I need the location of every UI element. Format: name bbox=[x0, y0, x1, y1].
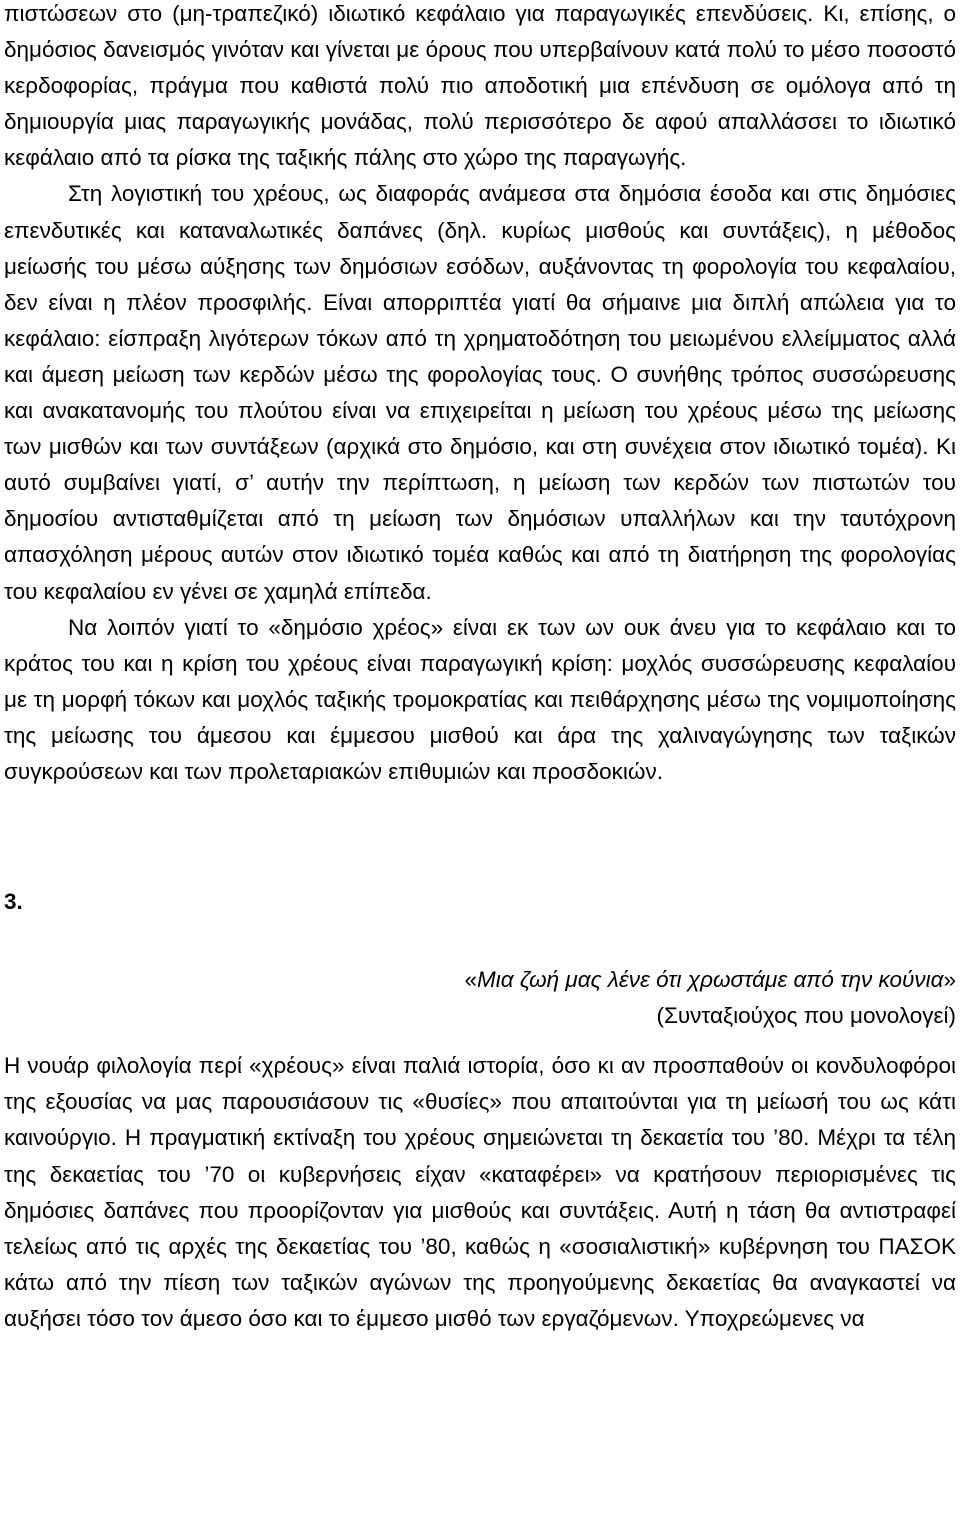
paragraph-spacer bbox=[4, 1034, 956, 1048]
paragraph-section3: Η νουάρ φιλολογία περί «χρέους» είναι παλιά ιστορία, όσο κι αν προσπαθούν οι κονδυλοφόροι της εξουσίας να μας παρουσιάσουν τις «θυσίες» που απαιτούνται για τη μείωσή του ως κάτι καινούργιο. Η πραγματική εκτίναξη του χρέους σημειώνεται τη δεκαετία του ’80. Μέχρι τα τέλη της δεκαετίας του ’70 οι κυβερνήσεις είχαν «καταφέρει» να κρατήσουν περιορισμένες τις δημόσιες δαπάνες που προορίζονταν για μισθούς και συντάξεις. Αυτή η τάση θα αντιστραφεί τελείως από τις αρχές της δεκαετίας του ’80, καθώς η «σοσιαλιστική» κυβέρνηση του ΠΑΣΟΚ κάτω από την πίεση των ταξικών αγώνων της προηγούμενης δεκαετίας θα αναγκαστεί να αυξήσει τόσο τον άμεσο όσο και το έμμεσο μισθό των εργαζόμενων. Υποχρεώμενες να bbox=[4, 1053, 956, 1331]
paragraph-continued: πιστώσεων στο (μη-τραπεζικό) ιδιωτικό κεφάλαιο για παραγωγικές επενδύσεις. Κι, επίσης, ο δημόσιος δανεισμός γινόταν και γίνεται με όρους που υπερβαίνουν κατά πολύ το μέσο ποσοστό κερδοφορίας, πράγμα που καθιστά πολύ πιο αποδοτική μια επένδυση σε ομόλογα από τη δημιουργία μιας παραγωγικής μονάδας, πολύ περισσότερο δε αφού απαλλάσσει το ιδιωτικό κεφάλαιο από τα ρίσκα της ταξικής πάλης στο χώρο της παραγωγής. bbox=[4, 1, 956, 171]
epigraph-quote-text: Μια ζωή μας λένε ότι χρωστάμε από την κούνια bbox=[477, 967, 944, 993]
quote-open-mark: « bbox=[464, 967, 478, 993]
section-number: 3. bbox=[4, 889, 23, 915]
document-page bbox=[4, 0, 956, 1337]
quote-close-mark: » bbox=[943, 967, 956, 993]
paragraph-debt-accounting: Στη λογιστική του χρέους, ως διαφοράς ανάμεσα στα δημόσια έσοδα και στις δημόσιες επενδυτικές και καταναλωτικές δαπάνες (δηλ. κυρίως μισθούς και συντάξεις), η μέθοδος μείωσής του μέσω αύξησης των δημόσιων εσόδων, αυξάνοντας τη φορολογία του κεφαλαίου, δεν είναι η πλέον προσφιλής. Είναι απορριπτέα γιατί θα σήμαινε μια διπλή απώλεια για το κεφάλαιο: είσπραξη λιγότερων τόκων από τη χρηματοδότηση του μειωμένου ελλείμματος αλλά και άμεση μείωση των κερδών μέσω της φορολογίας τους. Ο συνήθης τρόπος συσσώρευσης και ανακατανομής του πλούτου είναι να επιχειρείται η μείωση του χρέους μέσω της μείωσης των μισθών και των συντάξεων (αρχικά στο δημόσιο, και στη συνέχεια στον ιδιωτικό τομέα). Κι αυτό συμβαίνει γιατί, σ’ αυτήν την περίπτωση, η μείωση των κερδών των πιστωτών του δημοσίου αντισταθμίζεται από τη μείωση των δημόσιων υπαλλήλων και την ταυτόχρονη απασχόληση μέρους αυτών στον ιδιωτικό τομέα καθώς και από τη διατήρηση της φορολογίας του κεφαλαίου εν γένει σε χαμηλά επίπεδα. bbox=[4, 181, 956, 604]
paragraph-conclusion: Να λοιπόν γιατί το «δημόσιο χρέος» είναι εκ των ων ουκ άνευ για το κεφάλαιο και το κράτος του και η κρίση του χρέους είναι παραγωγική κρίση: μοχλός συσσώρευσης κεφαλαίου με τη μορφή τόκων και μοχλός ταξικής τρομοκρατίας και πειθάρχησης μέσω της νομιμοποίησης της μείωσης του άμεσου και έμμεσου μισθού και άρα της χαλιναγώγησης των ταξικών συγκρούσεων και των προλεταριακών επιθυμιών και προσδοκιών. bbox=[4, 614, 956, 784]
epigraph-attribution: (Συνταξιούχος που μονολογεί) bbox=[656, 1003, 956, 1029]
epigraph-spacer bbox=[4, 920, 956, 962]
section-spacer bbox=[4, 790, 956, 884]
epigraph-quote bbox=[4, 962, 956, 998]
